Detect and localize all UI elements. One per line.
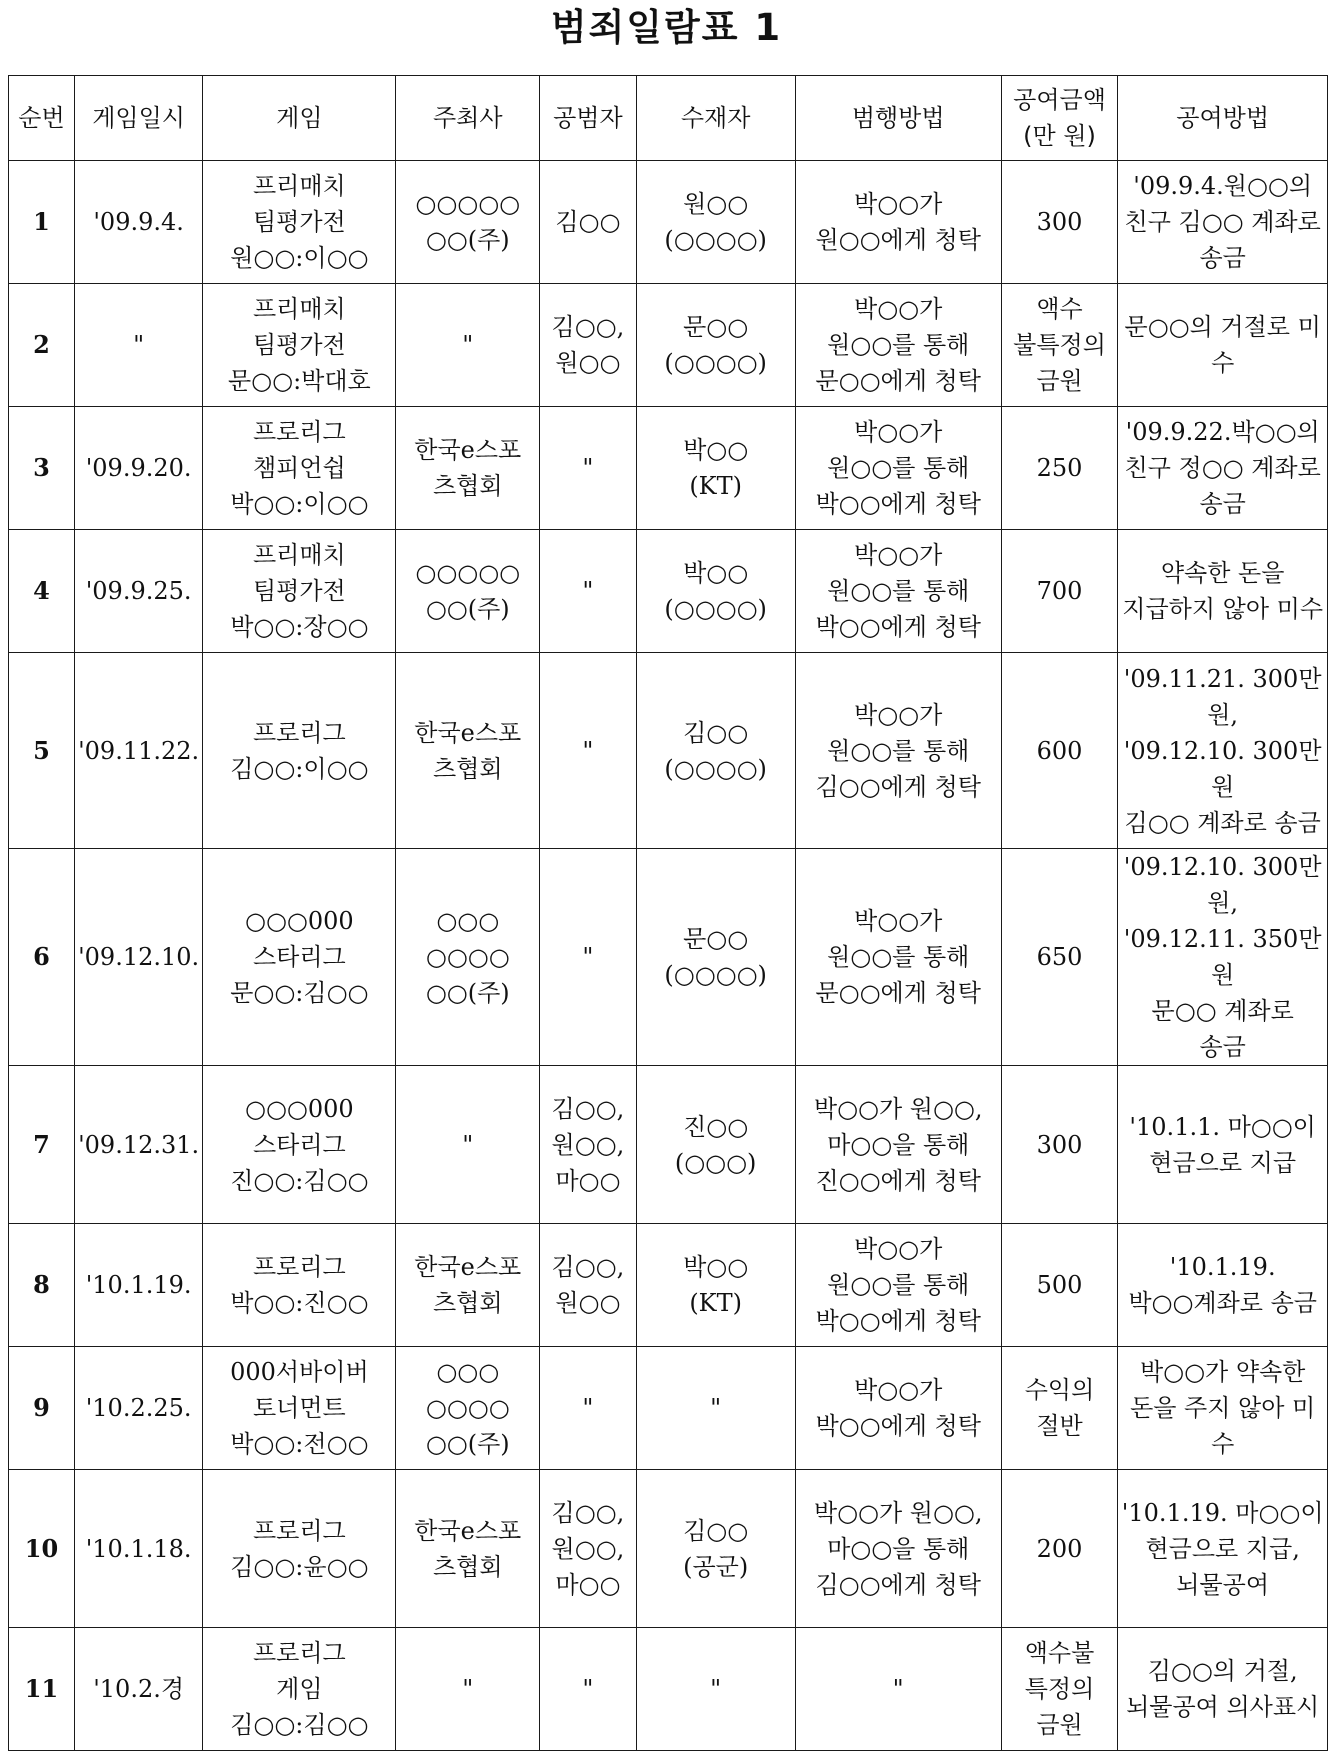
table-cell: 한국e스포 츠협회 xyxy=(396,1224,540,1347)
table-cell: '09.11.21. 300만 원, '09.12.10. 300만 원 김○○ 계좌로 송금 xyxy=(1118,653,1328,849)
table-cell: '09.9.20. xyxy=(74,407,202,530)
table-cell: " xyxy=(540,530,637,653)
table-cell: 박○○가 원○○에게 청탁 xyxy=(795,161,1001,284)
table-cell: 6 xyxy=(9,849,75,1066)
table-cell: " xyxy=(636,1347,795,1470)
table-cell: 600 xyxy=(1001,653,1118,849)
table-cell: ○○○○○ ○○(주) xyxy=(396,530,540,653)
table-cell: 프로리그 박○○:진○○ xyxy=(203,1224,396,1347)
table-cell: 000서바이버 토너먼트 박○○:전○○ xyxy=(203,1347,396,1470)
table-cell: ○○○000 스타리그 진○○:김○○ xyxy=(203,1066,396,1224)
table-row xyxy=(9,1628,1328,1751)
table-row xyxy=(9,161,1328,284)
table-cell: 박○○가 박○○에게 청탁 xyxy=(795,1347,1001,1470)
table-cell: 박○○가 원○○를 통해 김○○에게 청탁 xyxy=(795,653,1001,849)
table-cell: 문○○ (○○○○) xyxy=(636,284,795,407)
table-cell: '09.9.4.원○○의 친구 김○○ 계좌로 송금 xyxy=(1118,161,1328,284)
table-cell: 한국e스포 츠협회 xyxy=(396,653,540,849)
header-cell: 수재자 xyxy=(636,76,795,161)
table-cell: 박○○가 약속한 돈을 주지 않아 미수 xyxy=(1118,1347,1328,1470)
table-cell: 박○○ (KT) xyxy=(636,1224,795,1347)
table-row xyxy=(9,284,1328,407)
table-cell: ○○○ ○○○○ ○○(주) xyxy=(396,849,540,1066)
table-cell: 11 xyxy=(9,1628,75,1751)
table-cell: " xyxy=(540,1628,637,1751)
table-cell: 8 xyxy=(9,1224,75,1347)
table-cell: '09.11.22. xyxy=(74,653,202,849)
table-cell: 3 xyxy=(9,407,75,530)
table-cell: 500 xyxy=(1001,1224,1118,1347)
table-cell: " xyxy=(795,1628,1001,1751)
table-cell: '10.1.1. 마○○이 현금으로 지급 xyxy=(1118,1066,1328,1224)
table-cell: '09.12.10. xyxy=(74,849,202,1066)
table-cell: " xyxy=(540,849,637,1066)
table-row xyxy=(9,849,1328,1066)
table-cell: 프리매치 팀평가전 문○○:박대호 xyxy=(203,284,396,407)
table-cell: 650 xyxy=(1001,849,1118,1066)
table-cell: " xyxy=(540,1347,637,1470)
table-cell: '10.1.18. xyxy=(74,1470,202,1628)
table-cell: 액수불 특정의 금원 xyxy=(1001,1628,1118,1751)
table-cell: 박○○가 원○○, 마○○을 통해 김○○에게 청탁 xyxy=(795,1470,1001,1628)
table-cell: '09.12.10. 300만 원, '09.12.11. 350만 원 문○○ 계좌로 송금 xyxy=(1118,849,1328,1066)
table-cell: 수익의 절반 xyxy=(1001,1347,1118,1470)
table-cell: 4 xyxy=(9,530,75,653)
table-cell: 9 xyxy=(9,1347,75,1470)
table-cell: 약속한 돈을 지급하지 않아 미수 xyxy=(1118,530,1328,653)
table-row xyxy=(9,653,1328,849)
table-row xyxy=(9,1224,1328,1347)
table-cell: 박○○ (KT) xyxy=(636,407,795,530)
table-cell: 10 xyxy=(9,1470,75,1628)
table-cell: 원○○ (○○○○) xyxy=(636,161,795,284)
header-cell: 순번 xyxy=(9,76,75,161)
header-cell: 공여방법 xyxy=(1118,76,1328,161)
table-cell: '10.2.25. xyxy=(74,1347,202,1470)
table-row xyxy=(9,1066,1328,1224)
table-cell: " xyxy=(636,1628,795,1751)
table-cell: 김○○ (○○○○) xyxy=(636,653,795,849)
table-cell: 700 xyxy=(1001,530,1118,653)
table-cell: 1 xyxy=(9,161,75,284)
table-cell: 김○○, 원○○ xyxy=(540,284,637,407)
table-cell: " xyxy=(540,407,637,530)
table-cell: 200 xyxy=(1001,1470,1118,1628)
table-cell: 박○○가 원○○를 통해 박○○에게 청탁 xyxy=(795,407,1001,530)
table-cell: 액수 불특정의 금원 xyxy=(1001,284,1118,407)
table-cell: 김○○의 거절, 뇌물공여 의사표시 xyxy=(1118,1628,1328,1751)
header-cell: 게임 xyxy=(203,76,396,161)
table-cell: 문○○의 거절로 미수 xyxy=(1118,284,1328,407)
table-row xyxy=(9,1347,1328,1470)
table-cell: ○○○○○ ○○(주) xyxy=(396,161,540,284)
table-cell: 250 xyxy=(1001,407,1118,530)
header-cell: 공범자 xyxy=(540,76,637,161)
table-cell: 5 xyxy=(9,653,75,849)
table-cell: " xyxy=(540,653,637,849)
table-cell: 김○○ (공군) xyxy=(636,1470,795,1628)
table-cell: 박○○가 원○○를 통해 박○○에게 청탁 xyxy=(795,1224,1001,1347)
table-cell: 진○○ (○○○) xyxy=(636,1066,795,1224)
table-row xyxy=(9,1470,1328,1628)
table-cell: '09.12.31. xyxy=(74,1066,202,1224)
table-cell: 박○○가 원○○, 마○○을 통해 진○○에게 청탁 xyxy=(795,1066,1001,1224)
table-cell: 박○○ (○○○○) xyxy=(636,530,795,653)
table-row xyxy=(9,530,1328,653)
table-cell: 프리매치 팀평가전 박○○:장○○ xyxy=(203,530,396,653)
header-cell: 게임일시 xyxy=(74,76,202,161)
table-cell: " xyxy=(396,1066,540,1224)
header-row xyxy=(9,76,1328,161)
table-cell: 김○○, 원○○, 마○○ xyxy=(540,1470,637,1628)
table-cell: 프리매치 팀평가전 원○○:이○○ xyxy=(203,161,396,284)
table-cell: 김○○, 원○○, 마○○ xyxy=(540,1066,637,1224)
header-cell: 공여금액 (만 원) xyxy=(1001,76,1118,161)
table-cell: '10.1.19. 마○○이 현금으로 지급, 뇌물공여 xyxy=(1118,1470,1328,1628)
table-cell: 프로리그 게임 김○○:김○○ xyxy=(203,1628,396,1751)
table-cell: '10.1.19. 박○○계좌로 송금 xyxy=(1118,1224,1328,1347)
table-cell: 김○○ xyxy=(540,161,637,284)
table-cell: 문○○ (○○○○) xyxy=(636,849,795,1066)
table-cell: 박○○가 원○○를 통해 문○○에게 청탁 xyxy=(795,284,1001,407)
table-cell: '10.1.19. xyxy=(74,1224,202,1347)
table-cell: 한국e스포 츠협회 xyxy=(396,407,540,530)
table-cell: '09.9.22.박○○의 친구 정○○ 계좌로 송금 xyxy=(1118,407,1328,530)
table-cell: 2 xyxy=(9,284,75,407)
table-cell: ○○○000 스타리그 문○○:김○○ xyxy=(203,849,396,1066)
table-row xyxy=(9,407,1328,530)
header-cell: 주최사 xyxy=(396,76,540,161)
table-cell: ○○○ ○○○○ ○○(주) xyxy=(396,1347,540,1470)
table-cell: 프로리그 김○○:윤○○ xyxy=(203,1470,396,1628)
table-cell: 7 xyxy=(9,1066,75,1224)
crime-list-table xyxy=(8,75,1328,1751)
table-cell: " xyxy=(396,1628,540,1751)
table-cell: 300 xyxy=(1001,1066,1118,1224)
page-title: 범죄일람표 1 xyxy=(550,6,783,49)
table-cell: '09.9.4. xyxy=(74,161,202,284)
table-cell: '10.2.경 xyxy=(74,1628,202,1751)
table-cell: " xyxy=(396,284,540,407)
table-cell: 박○○가 원○○를 통해 박○○에게 청탁 xyxy=(795,530,1001,653)
table-cell: 300 xyxy=(1001,161,1118,284)
table-cell: 프로리그 김○○:이○○ xyxy=(203,653,396,849)
table-cell: '09.9.25. xyxy=(74,530,202,653)
table-cell: " xyxy=(74,284,202,407)
table-cell: 프로리그 챔피언쉽 박○○:이○○ xyxy=(203,407,396,530)
header-cell: 범행방법 xyxy=(795,76,1001,161)
table-cell: 김○○, 원○○ xyxy=(540,1224,637,1347)
table-cell: 한국e스포 츠협회 xyxy=(396,1470,540,1628)
table-cell: 박○○가 원○○를 통해 문○○에게 청탁 xyxy=(795,849,1001,1066)
